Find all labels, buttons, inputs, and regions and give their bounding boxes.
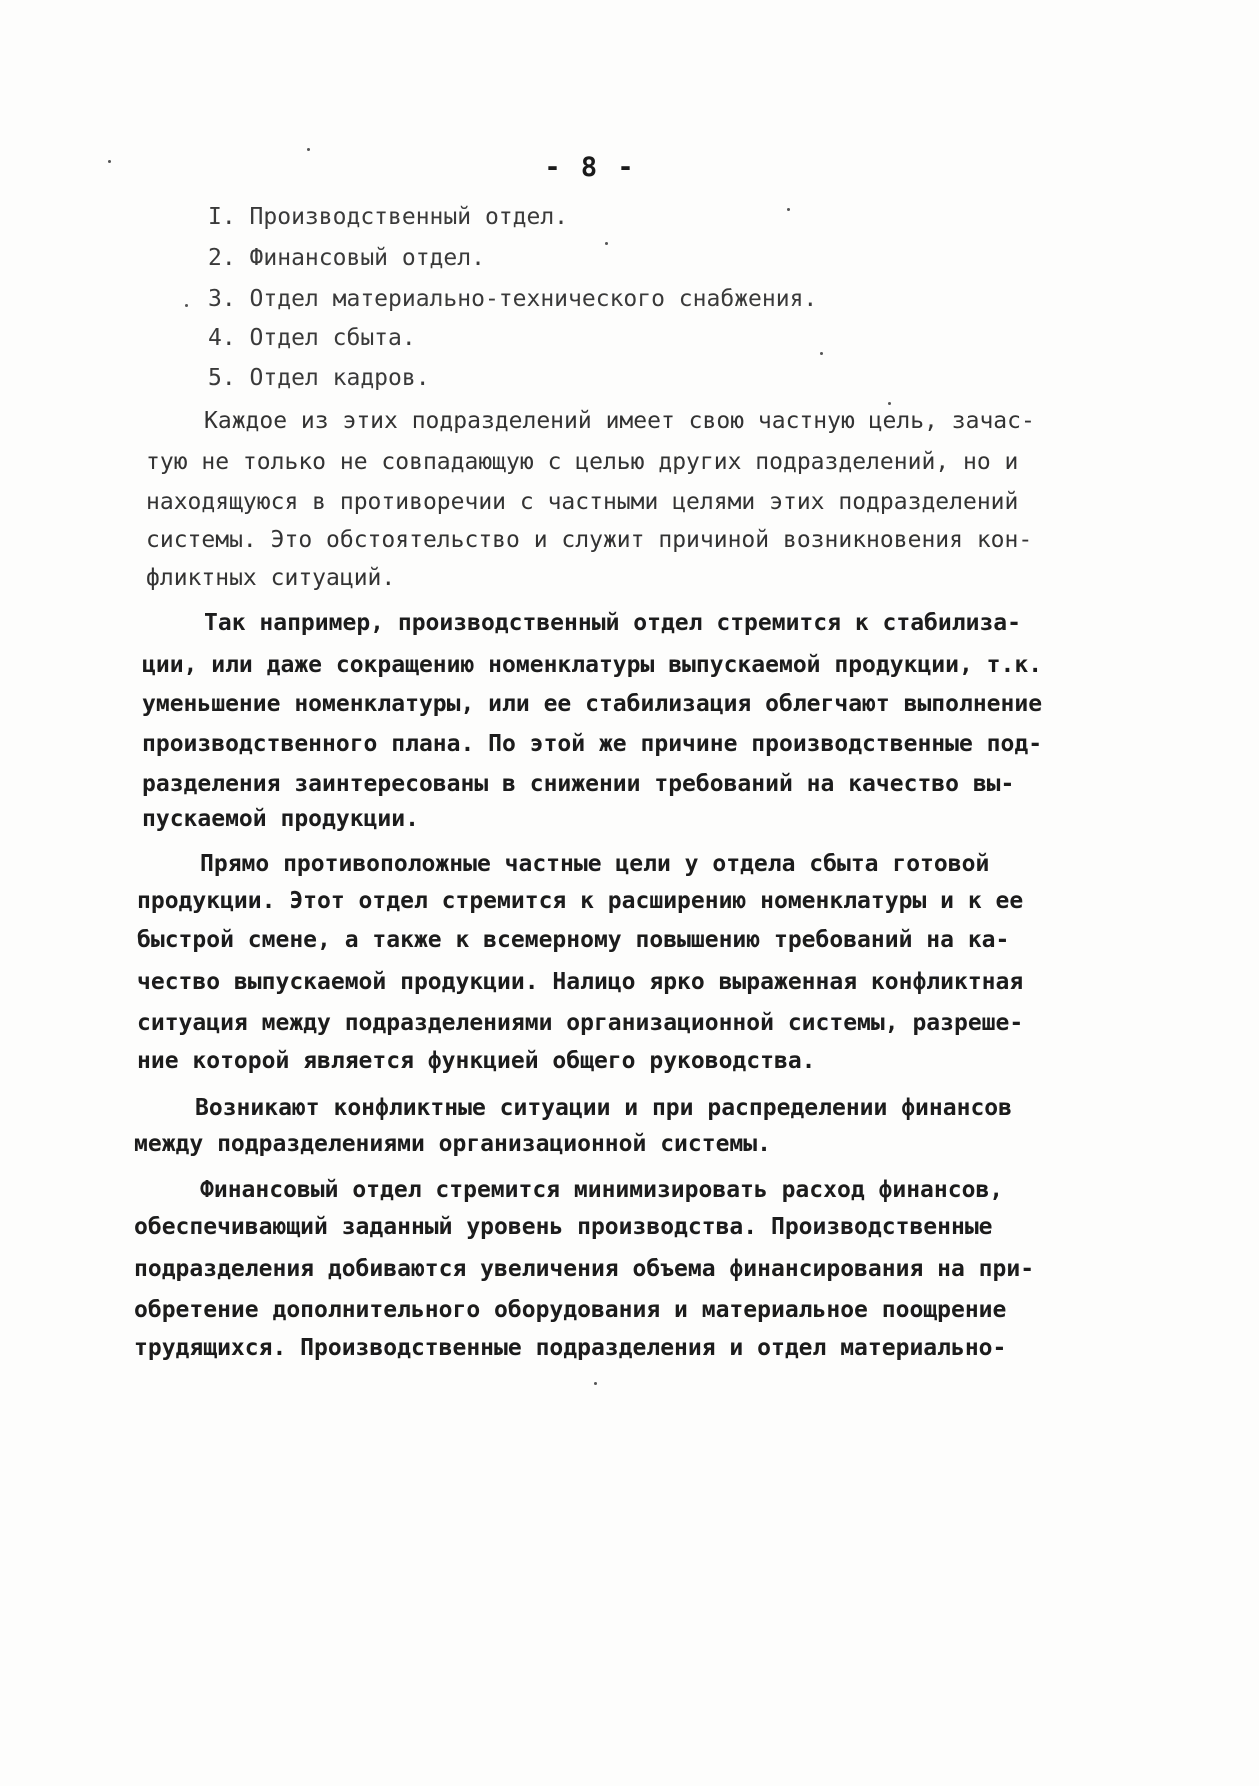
scan-speck	[888, 402, 891, 405]
paragraph-line: Так например, производственный отдел стремится к стабилиза-	[204, 610, 1021, 636]
paragraph-line: тую не только не совпадающую с целью других подразделений, но и	[146, 449, 1019, 475]
paragraph-line: быстрой смене, а также к всемерному повышению требований на ка-	[137, 927, 1010, 953]
paragraph-line: Прямо противоположные частные цели у отдела сбыта готовой	[200, 851, 990, 877]
paragraph-line: разделения заинтересованы в снижении требований на качество вы-	[142, 771, 1015, 797]
paragraph-line: ние которой является функцией общего руководства.	[137, 1048, 816, 1074]
paragraph-line: обеспечивающий заданный уровень производства. Производственные	[134, 1214, 993, 1240]
scan-speck	[594, 1382, 597, 1385]
scan-speck	[605, 242, 608, 245]
page-number: - 8 -	[544, 152, 636, 183]
paragraph-line: фликтных ситуаций.	[146, 565, 396, 591]
scan-speck	[307, 148, 310, 151]
paragraph-line: чество выпускаемой продукции. Налицо ярко выраженная конфликтная	[137, 969, 1024, 995]
paragraph-line: ции, или даже сокращению номенклатуры выпускаемой продукции, т.к.	[142, 652, 1043, 678]
paragraph-line: пускаемой продукции.	[142, 806, 419, 832]
paragraph-line: Возникают конфликтные ситуации и при распределении финансов	[195, 1095, 1012, 1121]
scan-speck	[787, 208, 790, 211]
paragraph-line: обретение дополнительного оборудования и материальное поощрение	[134, 1297, 1007, 1323]
list-item: I. Производственный отдел.	[208, 204, 569, 230]
list-item: 4. Отдел сбыта.	[208, 325, 416, 351]
paragraph-line: подразделения добиваются увеличения объема финансирования на при-	[134, 1256, 1035, 1282]
scan-speck	[820, 352, 823, 355]
paragraph-line: системы. Это обстоятельство и служит причиной возникновения кон-	[146, 527, 1033, 553]
paragraph-line: ситуация между подразделениями организационной системы, разреше-	[137, 1010, 1024, 1036]
list-item: 3. Отдел материально-технического снабжения.	[208, 286, 818, 312]
scan-speck	[108, 160, 111, 163]
list-item: 5. Отдел кадров.	[208, 365, 430, 391]
paragraph-line: между подразделениями организационной системы.	[134, 1131, 771, 1157]
paragraph-line: продукции. Этот отдел стремится к расширению номенклатуры и к ее	[137, 888, 1024, 914]
paragraph-line: трудящихся. Производственные подразделения и отдел материально-	[134, 1335, 1007, 1361]
paragraph-line: находящуюся в противоречии с частными целями этих подразделений	[146, 489, 1019, 515]
paragraph-line: уменьшение номенклатуры, или ее стабилизация облегчают выполнение	[142, 691, 1043, 717]
paragraph-line: производственного плана. По этой же причине производственные под-	[142, 731, 1043, 757]
paragraph-line: Каждое из этих подразделений имеет свою частную цель, зачас-	[204, 408, 1035, 434]
list-item: 2. Финансовый отдел.	[208, 245, 485, 271]
scan-speck	[185, 304, 188, 307]
paragraph-line: Финансовый отдел стремится минимизировать расход финансов,	[200, 1177, 1004, 1203]
